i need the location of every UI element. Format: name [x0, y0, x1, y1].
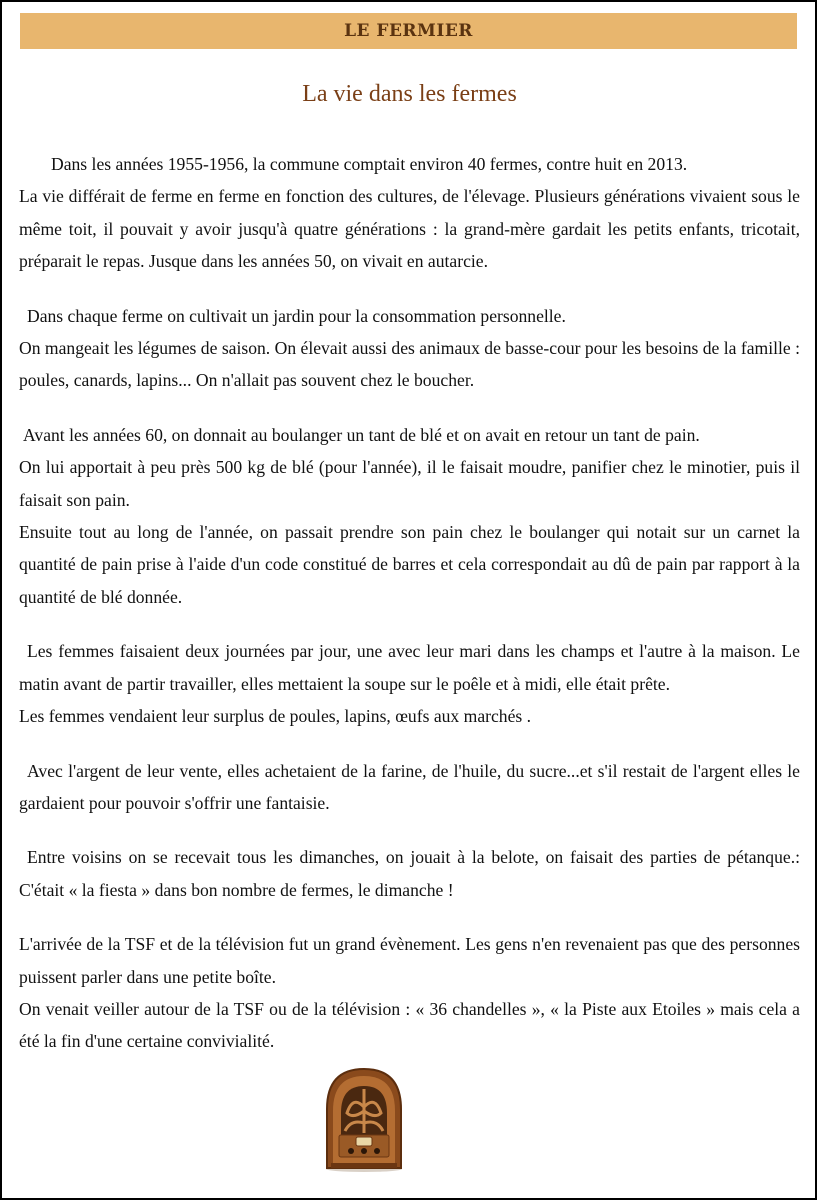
- paragraph-line: L'arrivée de la TSF et de la télévision fut un grand évènement. Les gens n'en revenaient pas que des personnes puissent parler dans une petite boîte.: [19, 934, 800, 987]
- paragraph-line: On lui apportait à peu près 500 kg de blé (pour l'année), il le faisait moudre, panifier chez le minotier, puis il faisait son pain.: [19, 457, 800, 510]
- paragraph-5: [19, 755, 800, 820]
- paragraph-line: Dans les années 1955-1956, la commune comptait environ 40 fermes, contre huit en 2013.: [51, 154, 688, 174]
- paragraph-line: Les femmes faisaient deux journées par jour, une avec leur mari dans les champs et l'autre à la maison. Le matin avant de partir travailler, elles mettaient la soupe sur le poêle et à midi, elle était prête.: [19, 641, 800, 694]
- paragraph-line: On mangeait les légumes de saison. On élevait aussi des animaux de basse-cour pour les besoins de la famille : poules, canards, lapins... On n'allait pas souvent chez le boucher.: [19, 338, 800, 391]
- paragraph-1: [19, 148, 800, 278]
- paragraph-2: [19, 300, 800, 397]
- paragraph-4: [19, 635, 800, 732]
- article-body: [19, 148, 800, 1080]
- paragraph-line: Ensuite tout au long de l'année, on passait prendre son pain chez le boulanger qui notait sur un carnet la quantité de pain prise à l'aide d'un code constitué de barres et cela correspondait au dû de pain par rapport à la quantité de blé donnée.: [19, 522, 800, 607]
- paragraph-7: [19, 928, 800, 1058]
- page-title: LE FERMIER: [344, 21, 473, 41]
- paragraph-3: [19, 419, 800, 613]
- paragraph-line: Avec l'argent de leur vente, elles achetaient de la farine, de l'huile, du sucre...et s'il restait de l'argent elles le gardaient pour pouvoir s'offrir une fantaisie.: [19, 760, 800, 813]
- subtitle: La vie dans les fermes: [302, 81, 517, 107]
- paragraph-line: Dans chaque ferme on cultivait un jardin pour la consommation personnelle.: [27, 305, 566, 326]
- paragraph-line: On venait veiller autour de la TSF ou de la télévision : « 36 chandelles », « la Piste aux Etoiles » mais cela a été la fin d'une certaine convivialité.: [19, 998, 800, 1052]
- title-banner: [20, 13, 797, 49]
- paragraph-6: [19, 841, 800, 906]
- paragraph-line: La vie différait de ferme en ferme en fonction des cultures, de l'élevage. Plusieurs générations vivaient sous le même toit, il pouvait y avoir jusqu'à quatre générations : la grand-mère gardait les petits enfants, tricotait, préparait le repas. Jusque dans les années 50, on vivait en autarcie.: [19, 186, 800, 272]
- paragraph-line: Entre voisins on se recevait tous les dimanches, on jouait à la belote, on faisait des parties de pétanque.: C'était « la fiesta » dans bon nombre de fermes, le dimanche !: [19, 847, 800, 900]
- paragraph-line: Les femmes vendaient leur surplus de poules, lapins, œufs aux marchés .: [19, 706, 532, 727]
- vintage-radio-icon: [323, 1065, 405, 1173]
- paragraph-line: Avant les années 60, on donnait au boulanger un tant de blé et on avait en retour un tant de pain.: [23, 424, 700, 445]
